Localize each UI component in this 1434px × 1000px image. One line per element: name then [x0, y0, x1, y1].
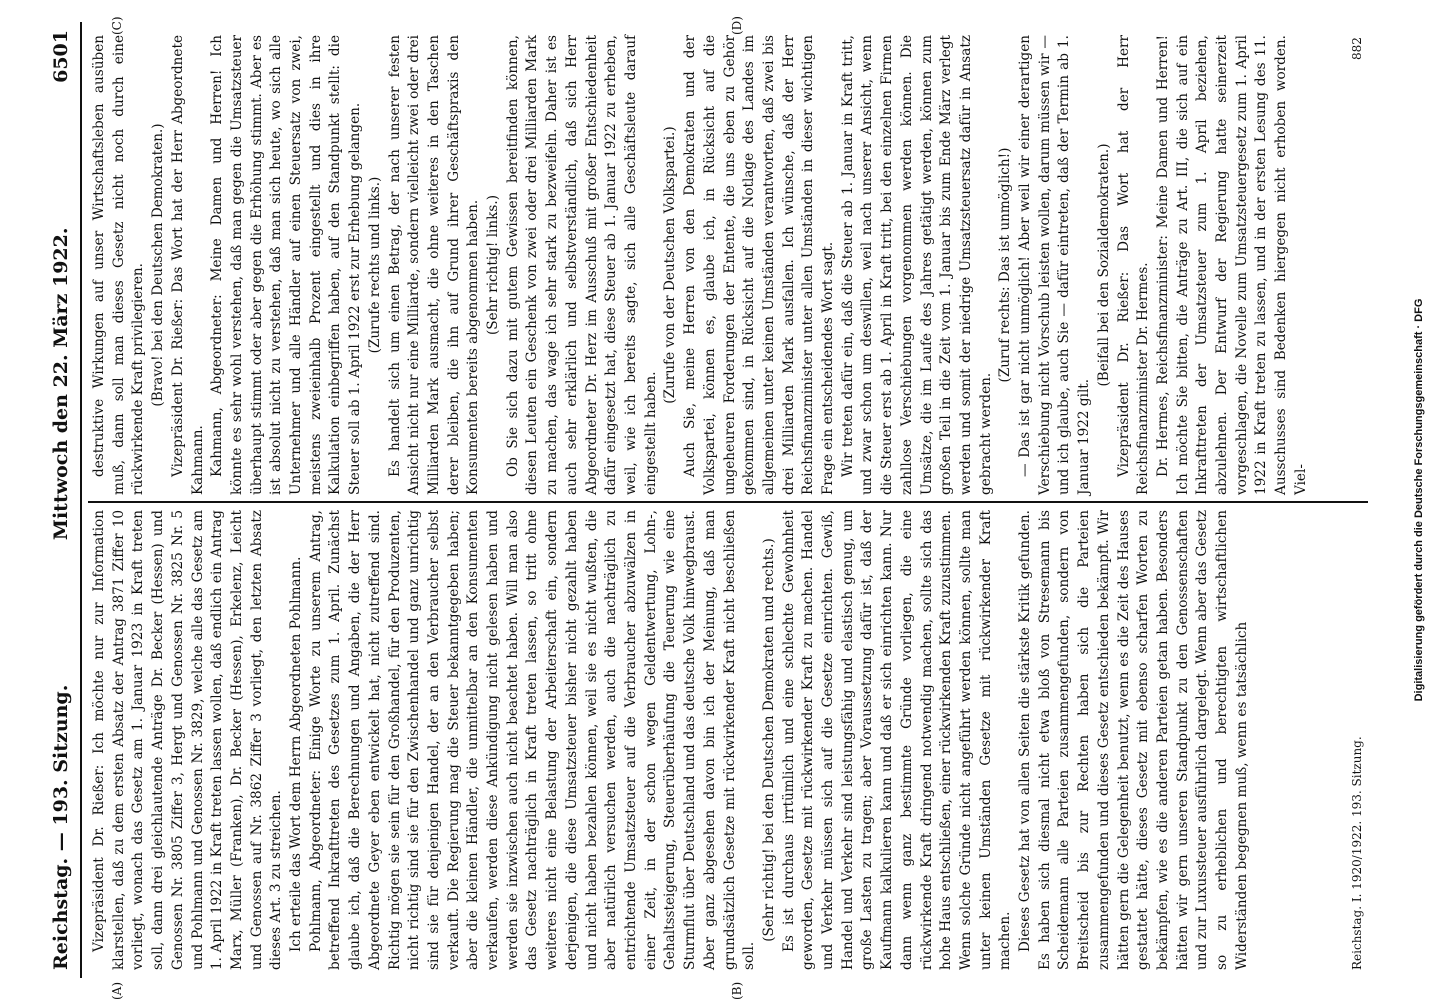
paragraph: Kahmann, Abgeordneter: Meine Damen und Herren! Ich könnte es sehr wohl verstehen, daß man gegen die Umsatzsteuer überhaupt stimmt oder aber gegen die Erhöhung stimmt. Aber es ist absolut nicht zu verstehen, daß man sich heute, wo sich alle Unternehmer und alle Händler auf einen Steuersatz von zwei, meistens zweieinhalb Prozent eingestellt und dies in ihre Kalkulation einbegriffen haben, auf den Standpunkt stellt: die Steuer soll ab 1. April 1922 erst zur Erhebung gelangen. — [209, 35, 364, 495]
margin-mark-c: (C) — [110, 16, 124, 35]
paragraph: Es ist durchaus irrtümlich und eine schlechte Gewohnheit geworden, Gesetze mit rückwirkender Kraft zu machen. Handel und Verkehr müssen sich auf die Gesetze einrichten. Gewiß, Handel und Verkehr sind leistungsfähig und elastisch genug, um große Lasten zu tragen; aber Voraussetzung dafür ist, daß der Kaufmann kalkulieren kann und daß er sich einrichten kann. Nur dann wenn ganz bestimmte Gründe vorliegen, die eine rückwirkende Kraft dringend notwendig machen, sollte sich das hohe Haus entschließen, einer rückwirkenden Kraft zuzustimmen. Wenn solche Gründe nicht angeführt werden können, sollte man unter keinen Umständen Gesetze mit rückwirkender Kraft machen. — [780, 510, 1014, 970]
left-column — [90, 510, 1252, 970]
interjection: (Beifall bei den Sozialdemokraten.) — [1095, 143, 1112, 387]
interjection: (Zurufe rechts und links.) — [366, 176, 383, 354]
header-left: Reichstag. — 193. Sitzung. — [50, 684, 72, 970]
paragraph: Es handelt sich um einen Betrag, der nach unserer festen Ansicht nicht nur eine Milliarde, sondern vielleicht zwei oder drei Milliarden Mark ausmacht, die ohne weiteres in den Taschen derer bleiben, die ihn auf Grund ihrer Geschäftspraxis den Konsumenten bereits abgenommen haben. — [386, 35, 482, 495]
paragraph: Wir treten dafür ein, daß die Steuer ab 1. Januar in Kraft tritt, und zwar schon um deswillen, weil nach unserer Ansicht, wenn die Steuer erst ab 1. April in Kraft tritt, bei den einzelnen Firmen zahllose Verschiebungen vorgenommen werden können. Die Umsätze, die im Laufe des Jahres getätigt werden, können zum großen Teil in die Zeit vom 1. Januar bis zum Ende März verlegt werden und somit der niedrige Umsatzsteuersatz dafür in Ansatz gebracht werden. — [839, 35, 994, 495]
credit-text: Digitalisierung gefördert durch die Deutsche Forschungsgemeinschaft · DFG — [1413, 298, 1425, 702]
paragraph: Ich erteile das Wort dem Herrn Abgeordneten Pohlmann. — [288, 556, 305, 952]
paragraph: Dr. Hermes, Reichsfinanzminister: Meine Damen und Herren! Ich möchte Sie bitten, die Anträge zu Art. III, die sich auf ein Inkrafttreten der Umsatzsteuer zum 1. April beziehen, abzulehnen. Der Entwurf der Regierung hatte seinerzeit vorgeschlagen, die Novelle zum Umsatzsteuergesetz zum 1. April 1922 in Kraft treten zu lassen, und in der ersten Lesung des 11. Ausschusses sind Bedenken hiergegen nicht erhoben worden. Viel- — [1154, 35, 1309, 495]
interjection: (Bravo! bei den Deutschen Demokraten.) — [150, 123, 167, 407]
paragraph: Auch Sie, meine Herren von den Demokraten und der Volkspartei, können es, glaube ich, in Rücksicht auf die ungeheuren Forderungen der Entente, die uns eben zu Gehör gekommen sind, in Rücksicht auf die Notlage des Landes im allgemeinen unter keinen Umständen verantworten, daß zwei bis drei Milliarden Mark ausfallen. Ich wünsche, daß der Herr Reichsfinanzminister unter allen Umständen in dieser wichtigen Frage ein entscheidendes Wort sagt. — [682, 35, 837, 495]
page-header — [46, 30, 76, 970]
interjection: (Sehr richtig! bei den Deutschen Demokraten und rechts.) — [760, 538, 777, 942]
paragraph: Vizepräsident Dr. Rießer: Das Wort hat der Herr Abgeordnete Kahmann. — [169, 35, 206, 495]
paragraph: Pohlmann, Abgeordneter: Einige Worte zu unserem Antrag, betreffend Inkrafttreten des Gesetzes zum 1. April. Zunächst glaube ich, daß die Berechnungen und Angaben, die der Herr Abgeordnete Geyer eben entwickelt hat, nicht zutreffend sind. Richtig mögen sie sein für den Großhandel, für den Produzenten, nicht richtig sind sie für den Zwischenhandel und ganz unrichtig sind sie für denjenigen Handel, der an den Verbraucher selbst verkauft. Die Regierung mag die Steuer bekanntgegeben haben; aber die kleinen Händler, die unmittelbar an den Konsumenten verkaufen, werden diese Ankündigung nicht gelesen haben und werden sie inzwischen auch nicht beachtet haben. Will man also das Gesetz nachträglich in Kraft treten lassen, so tritt ohne weiteres nicht eine Belastung der Arbeiterschaft ein, sondern derjenigen, die diese Umsatzsteuer bisher nicht gezahlt haben und nicht haben bezahlen können, weil sie es nicht wußten, die aber natürlich versuchen werden, auch die nachträglich zu entrichtende Umsatzsteuer auf die Verbraucher abzuwälzen in einer Zeit, in der schon wegen Geldentwertung, Lohn-, Gehaltssteigerung, Steuerüberhäufung die Teuerung wie eine Sturmflut über Deutschland und das deutsche Volk hinwegbraust. Aber ganz abgesehen davon bin ich der Meinung, daß man grundsätzlich Gesetze mit rückwirkender Kraft nicht beschließen soll. — [307, 510, 758, 970]
paragraph: Vizepräsident Dr. Rießer: Ich möchte nur zur Information klarstellen, daß zu dem ersten Absatz der Antrag 3871 Ziffer 10 vorliegt, wonach das Gesetz am 1. Januar 1923 in Kraft treten soll, dann drei gleichlautende Anträge Dr. Becker (Hessen) und Genossen Nr. 3805 Ziffer 3, Hergt und Genossen Nr. 3825 Nr. 5 und Pohlmann und Genossen Nr. 3829, welche alle das Gesetz am 1. April 1922 in Kraft treten lassen wollen, daß endlich ein Antrag Marx, Müller (Franken), Dr. Becker (Hessen), Erkelenz, Leicht und Genossen auf Nr. 3862 Ziffer 3 vorliegt, den letzten Absatz dieses Art. 3 zu streichen. — [91, 510, 285, 970]
header-center: Mittwoch den 22. März 1922. — [50, 227, 72, 541]
header-rule — [80, 22, 82, 978]
header-page-number: 6501 — [50, 30, 72, 83]
margin-mark-b: (B) — [730, 981, 744, 1000]
right-column — [90, 35, 1312, 495]
interjection: (Zuruf rechts: Das ist unmöglich!) — [997, 147, 1014, 383]
margin-mark-d: (D) — [730, 16, 744, 35]
document-page — [40, 0, 1420, 1000]
column-divider — [88, 502, 1368, 504]
interjection: (Sehr richtig! links.) — [485, 194, 502, 336]
digitization-credit — [1406, 0, 1432, 1000]
margin-mark-a: (A) — [110, 981, 124, 1000]
paragraph: Vizepräsident Dr. Rießer: Das Wort hat der Herr Reichsfinanzminister Dr. Hermes. — [1115, 35, 1152, 495]
paragraph: Ob Sie sich dazu mit gutem Gewissen bereitfinden können, diesen Leuten ein Geschenk von zwei oder drei Milliarden Mark zu machen, das wage ich sehr stark zu bezweifeln. Daher ist es auch sehr erklärlich und selbstverständlich, daß sich Herr Abgeordneter Dr. Herz im Ausschuß mit großer Entschiedenheit dafür eingesetzt hat, diese Steuer ab 1. Januar 1922 zu erheben, weil, wie ich bereits sagte, sich alle Geschäftsleute darauf eingestellt haben. — [504, 35, 659, 495]
paragraph: — Das ist gar nicht unmöglich! Aber weil wir einer derartigen Verschiebung nicht Vorschub leisten wollen, darum müssen wir — und ich glaube, auch Sie — dafür eintreten, daß der Termin ab 1. Januar 1922 gilt. — [1017, 35, 1093, 495]
interjection: (Zurufe von der Deutschen Volkspartei.) — [662, 126, 679, 404]
paragraph: Dieses Gesetz hat von allen Seiten die stärkste Kritik gefunden. Es haben sich diesmal nicht etwa bloß von Stresemann bis Scheidemann alle Parteien zusammengefunden, sondern von Breitscheid bis zur Rechten haben sich die Parteien zusammengefunden und dieses Gesetz entschieden bekämpft. Wir hätten gern die Gelegenheit benutzt, wenn es die Zeit des Hauses gestattet hätte, dieses Gesetz mit ebenso scharfen Worten zu bekämpfen, wie es die anderen Parteien getan haben. Besonders hätten wir gern unseren Standpunkt zu den Genossenschaften und zur Luxussteuer ausführlich dargelegt. Wenn aber das Gesetz so zu erheblichen und berechtigten wirtschaftlichen Widerständen begegnen muß, wenn es tatsächlich — [1017, 510, 1250, 970]
page-number: 882 — [1350, 37, 1364, 60]
page-footer: Reichstag. I. 1920/1922. 193. Sitzung. — [1350, 736, 1364, 970]
paragraph: destruktive Wirkungen auf unser Wirtschaftsleben ausüben muß, dann soll man dieses Gesetz nicht noch durch eine rückwirkende Kraft privilegieren. — [91, 35, 147, 495]
